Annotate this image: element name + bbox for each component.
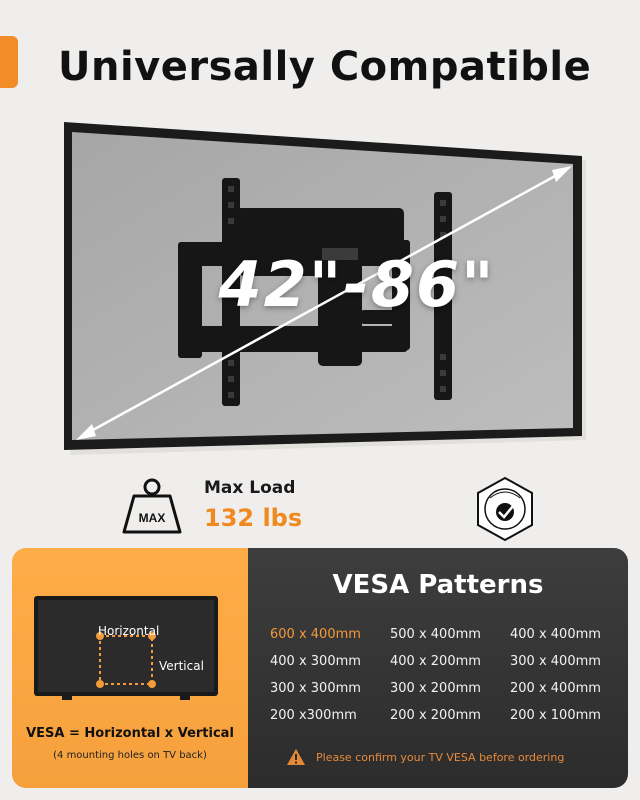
weight-icon bbox=[120, 478, 184, 540]
vesa-note: (4 mounting holes on TV back) bbox=[53, 750, 207, 761]
vesa-patterns-heading: VESA Patterns bbox=[332, 570, 544, 600]
weight-icon-label: MAX bbox=[138, 511, 166, 525]
horizontal-label: Horizontal bbox=[98, 624, 160, 638]
screen-size-range: 42"-86" bbox=[218, 248, 496, 321]
page-title: Universally Compatible bbox=[58, 44, 592, 90]
vesa-pattern-item: 300 x 200mm bbox=[390, 681, 481, 696]
max-load-label: Max Load bbox=[204, 478, 296, 498]
vesa-pattern-item: 200 x 400mm bbox=[510, 681, 601, 696]
max-load-value: 132 lbs bbox=[204, 504, 303, 532]
vesa-patterns-panel bbox=[248, 548, 628, 788]
vesa-pattern-item: 600 x 400mm bbox=[270, 627, 361, 642]
vesa-panel bbox=[12, 548, 628, 788]
vesa-diagram-panel bbox=[12, 548, 248, 788]
tv-back-illustration bbox=[34, 596, 218, 700]
vesa-pattern-item: 500 x 400mm bbox=[390, 627, 481, 642]
vesa-pattern-item: 400 x 400mm bbox=[510, 627, 601, 642]
vesa-patterns-grid bbox=[270, 626, 620, 725]
vesa-pattern-item: 300 x 300mm bbox=[270, 681, 361, 696]
accent-tab bbox=[0, 36, 18, 88]
vertical-label: Vertical bbox=[159, 659, 204, 673]
vesa-compliant-icon bbox=[472, 476, 538, 546]
vesa-pattern-item: 400 x 300mm bbox=[270, 654, 361, 669]
vesa-pattern-item: 200 x300mm bbox=[270, 708, 357, 723]
vesa-pattern-item: 300 x 400mm bbox=[510, 654, 601, 669]
vesa-formula: VESA = Horizontal x Vertical bbox=[26, 726, 234, 741]
warning-icon bbox=[286, 748, 306, 766]
vesa-pattern-item: 200 x 200mm bbox=[390, 708, 481, 723]
vesa-pattern-item: 400 x 200mm bbox=[390, 654, 481, 669]
warning-notice bbox=[286, 747, 626, 767]
warning-text: Please confirm your TV VESA before ordering bbox=[316, 750, 565, 764]
vesa-pattern-item: 200 x 100mm bbox=[510, 708, 601, 723]
